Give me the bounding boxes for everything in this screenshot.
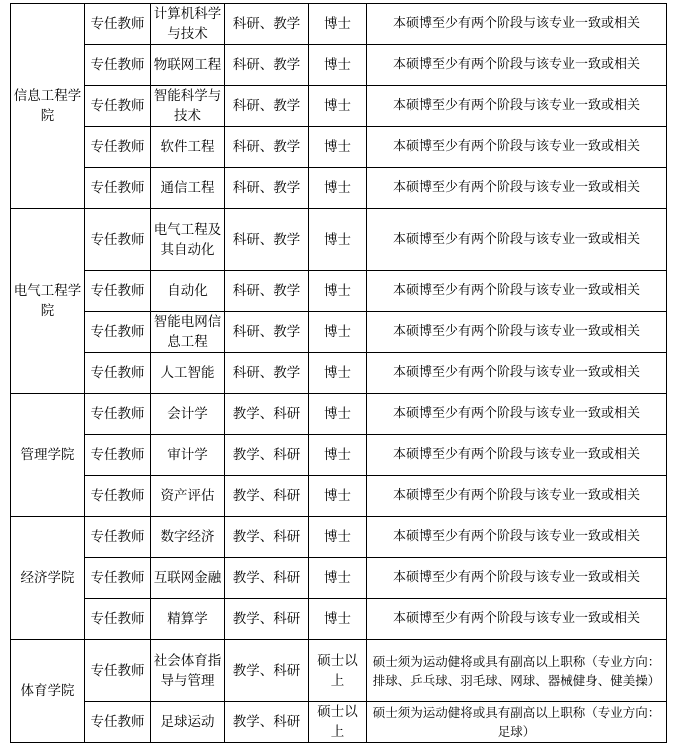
- degree: 博士: [309, 209, 367, 271]
- requirement: 本硕博至少有两个阶段与该专业一致或相关: [367, 209, 667, 271]
- table-row: [11, 558, 667, 599]
- table-row: [11, 517, 667, 558]
- requirement: 本硕博至少有两个阶段与该专业一致或相关: [367, 435, 667, 476]
- duty: 科研、教学: [225, 353, 309, 394]
- duty: 教学、科研: [225, 599, 309, 640]
- major-name: 计算机科学与技术: [151, 4, 225, 45]
- college-name: 信息工程学院: [11, 4, 85, 209]
- requirement: 本硕博至少有两个阶段与该专业一致或相关: [367, 86, 667, 127]
- degree: 博士: [309, 599, 367, 640]
- position-type: 专任教师: [85, 517, 151, 558]
- recruitment-table: [10, 3, 667, 743]
- duty: 科研、教学: [225, 209, 309, 271]
- degree: 博士: [309, 86, 367, 127]
- duty: 科研、教学: [225, 312, 309, 353]
- table-row: [11, 394, 667, 435]
- requirement: 本硕博至少有两个阶段与该专业一致或相关: [367, 394, 667, 435]
- degree: 博士: [309, 127, 367, 168]
- degree: 博士: [309, 517, 367, 558]
- duty: 教学、科研: [225, 558, 309, 599]
- degree: 硕士以上: [309, 640, 367, 702]
- duty: 科研、教学: [225, 4, 309, 45]
- major-name: 资产评估: [151, 476, 225, 517]
- table-row: [11, 640, 667, 702]
- requirement: 本硕博至少有两个阶段与该专业一致或相关: [367, 271, 667, 312]
- degree: 博士: [309, 476, 367, 517]
- position-type: 专任教师: [85, 271, 151, 312]
- duty: 教学、科研: [225, 435, 309, 476]
- position-type: 专任教师: [85, 353, 151, 394]
- position-type: 专任教师: [85, 127, 151, 168]
- major-name: 足球运动: [151, 702, 225, 743]
- major-name: 软件工程: [151, 127, 225, 168]
- duty: 科研、教学: [225, 271, 309, 312]
- duty: 教学、科研: [225, 394, 309, 435]
- major-name: 互联网金融: [151, 558, 225, 599]
- degree: 博士: [309, 312, 367, 353]
- major-name: 自动化: [151, 271, 225, 312]
- duty: 科研、教学: [225, 86, 309, 127]
- position-type: 专任教师: [85, 86, 151, 127]
- table-row: [11, 599, 667, 640]
- table-row: [11, 45, 667, 86]
- major-name: 审计学: [151, 435, 225, 476]
- position-type: 专任教师: [85, 702, 151, 743]
- requirement: 硕士须为运动健将或具有副高以上职称（专业方向：排球、乒乓球、羽毛球、网球、器械健身、健美操）: [367, 640, 667, 702]
- position-type: 专任教师: [85, 168, 151, 209]
- major-name: 精算学: [151, 599, 225, 640]
- table-row: [11, 271, 667, 312]
- table-row: [11, 353, 667, 394]
- degree: 博士: [309, 394, 367, 435]
- requirement: 本硕博至少有两个阶段与该专业一致或相关: [367, 517, 667, 558]
- position-type: 专任教师: [85, 640, 151, 702]
- requirement: 本硕博至少有两个阶段与该专业一致或相关: [367, 558, 667, 599]
- major-name: 电气工程及其自动化: [151, 209, 225, 271]
- major-name: 会计学: [151, 394, 225, 435]
- table-row: [11, 4, 667, 45]
- degree: 硕士以上: [309, 702, 367, 743]
- duty: 教学、科研: [225, 702, 309, 743]
- duty: 教学、科研: [225, 476, 309, 517]
- college-name: 管理学院: [11, 394, 85, 517]
- position-type: 专任教师: [85, 4, 151, 45]
- college-name: 体育学院: [11, 640, 85, 743]
- duty: 教学、科研: [225, 517, 309, 558]
- degree: 博士: [309, 45, 367, 86]
- position-type: 专任教师: [85, 209, 151, 271]
- requirement: 本硕博至少有两个阶段与该专业一致或相关: [367, 168, 667, 209]
- duty: 教学、科研: [225, 640, 309, 702]
- degree: 博士: [309, 435, 367, 476]
- degree: 博士: [309, 4, 367, 45]
- table-row: [11, 86, 667, 127]
- degree: 博士: [309, 271, 367, 312]
- major-name: 智能科学与技术: [151, 86, 225, 127]
- requirement: 本硕博至少有两个阶段与该专业一致或相关: [367, 312, 667, 353]
- position-type: 专任教师: [85, 312, 151, 353]
- position-type: 专任教师: [85, 476, 151, 517]
- table-row: [11, 435, 667, 476]
- requirement: 本硕博至少有两个阶段与该专业一致或相关: [367, 353, 667, 394]
- requirement: 本硕博至少有两个阶段与该专业一致或相关: [367, 599, 667, 640]
- table-row: [11, 476, 667, 517]
- table-row: [11, 127, 667, 168]
- requirement: 本硕博至少有两个阶段与该专业一致或相关: [367, 4, 667, 45]
- degree: 博士: [309, 168, 367, 209]
- table-row: [11, 312, 667, 353]
- table-row: [11, 168, 667, 209]
- duty: 科研、教学: [225, 168, 309, 209]
- major-name: 通信工程: [151, 168, 225, 209]
- requirement: 本硕博至少有两个阶段与该专业一致或相关: [367, 127, 667, 168]
- major-name: 物联网工程: [151, 45, 225, 86]
- major-name: 社会体育指导与管理: [151, 640, 225, 702]
- college-name: 经济学院: [11, 517, 85, 640]
- degree: 博士: [309, 353, 367, 394]
- duty: 科研、教学: [225, 45, 309, 86]
- major-name: 数字经济: [151, 517, 225, 558]
- requirement: 本硕博至少有两个阶段与该专业一致或相关: [367, 45, 667, 86]
- duty: 科研、教学: [225, 127, 309, 168]
- table-row: [11, 209, 667, 271]
- college-name: 电气工程学院: [11, 209, 85, 394]
- degree: 博士: [309, 558, 367, 599]
- position-type: 专任教师: [85, 599, 151, 640]
- table-row: [11, 702, 667, 743]
- position-type: 专任教师: [85, 45, 151, 86]
- requirement: 硕士须为运动健将或具有副高以上职称（专业方向：足球）: [367, 702, 667, 743]
- position-type: 专任教师: [85, 394, 151, 435]
- position-type: 专任教师: [85, 558, 151, 599]
- major-name: 人工智能: [151, 353, 225, 394]
- position-type: 专任教师: [85, 435, 151, 476]
- major-name: 智能电网信息工程: [151, 312, 225, 353]
- requirement: 本硕博至少有两个阶段与该专业一致或相关: [367, 476, 667, 517]
